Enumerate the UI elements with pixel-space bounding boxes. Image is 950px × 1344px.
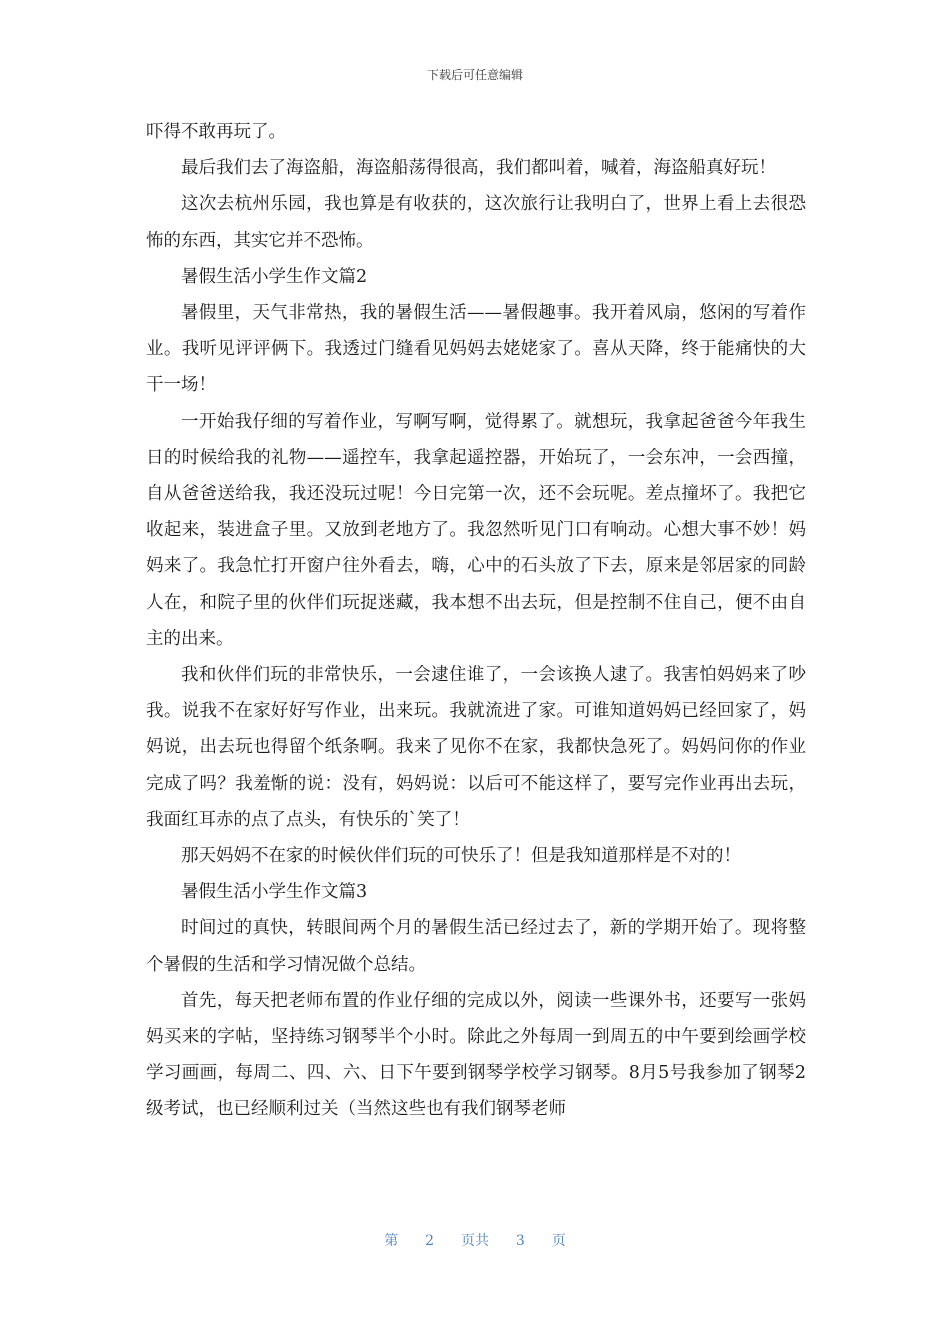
paragraph: 时间过的真快，转眼间两个月的暑假生活已经过去了，新的学期开始了。现将整个暑假的生活和学习情况做个总结。: [146, 918, 806, 975]
paragraph: 首先，每天把老师布置的作业仔细的完成以外，阅读一些课外书，还要写一张妈妈买来的字帖，坚持练习钢琴半个小时。除此之外每周一到周五的中午要到绘画学校学习画画，每周二、四、六、日下午要到钢琴学校学习钢琴。8月5号我参加了钢琴2级考试，也已经顺利过关（当然这些也有我们钢琴老师: [146, 990, 806, 1120]
paragraph: 最后我们去了海盗船，海盗船荡得很高，我们都叫着，喊着，海盗船真好玩！: [181, 158, 776, 179]
paragraph: 吓得不敢再玩了。: [146, 122, 286, 142]
paragraph: 一开始我仔细的写着作业，写啊写啊，觉得累了。就想玩，我拿起爸爸今年我生日的时候给我的礼物——遥控车，我拿起遥控器，开始玩了，一会东冲，一会西撞，自从爸爸送给我，我还没玩过呢！今日完第一次，还不会玩呢。差点撞坏了。我把它收起来，装进盒子里。又放到老地方了。我忽然听见门口有响动。心想大事不妙！妈妈来了。我急忙打开窗户往外看去，嗨，心中的石头放了下去，原来是邻居家的同龄人在，和院子里的伙伴们玩捉迷藏，我本想不出去玩，但是控制不住自己，便不由自主的出来。: [146, 411, 806, 649]
footer-suffix: 页: [551, 1233, 566, 1249]
page-header: 下载后可任意编辑: [426, 68, 523, 82]
total-page-number: 3: [515, 1233, 525, 1249]
section-heading: 暑假生活小学生作文篇2: [181, 266, 368, 287]
footer-middle: 页共: [461, 1233, 489, 1249]
section-heading: 暑假生活小学生作文篇3: [181, 882, 368, 903]
footer-prefix: 第: [384, 1233, 399, 1249]
paragraph: 暑假里，天气非常热，我的暑假生活——暑假趣事。我开着风扇，悠闲的写着作业。我听见评评俩下。我透过门缝看见妈妈去姥姥家了。喜从天降，终于能痛快的大干一场！: [146, 303, 806, 396]
page-footer: [0, 1230, 950, 1250]
current-page-number: 2: [425, 1233, 435, 1249]
paragraph: 那天妈妈不在家的时候伙伴们玩的可快乐了！但是我知道那样是不对的！: [181, 846, 741, 867]
paragraph: 这次去杭州乐园，我也算是有收获的，这次旅行让我明白了，世界上看上去很恐怖的东西，其实它并不恐怖。: [146, 194, 806, 251]
paragraph: 我和伙伴们玩的非常快乐，一会逮住谁了，一会该换人逮了。我害怕妈妈来了吵我。说我不在家好好写作业，出来玩。我就流进了家。可谁知道妈妈已经回家了，妈妈说，出去玩也得留个纸条啊。我来了见你不在家，我都快急死了。妈妈问你的作业完成了吗？我羞惭的说：没有，妈妈说：以后可不能这样了，要写完作业再出去玩，我面红耳赤的点了点头，有快乐的`笑了！: [146, 665, 806, 830]
document-body: [146, 114, 806, 1128]
